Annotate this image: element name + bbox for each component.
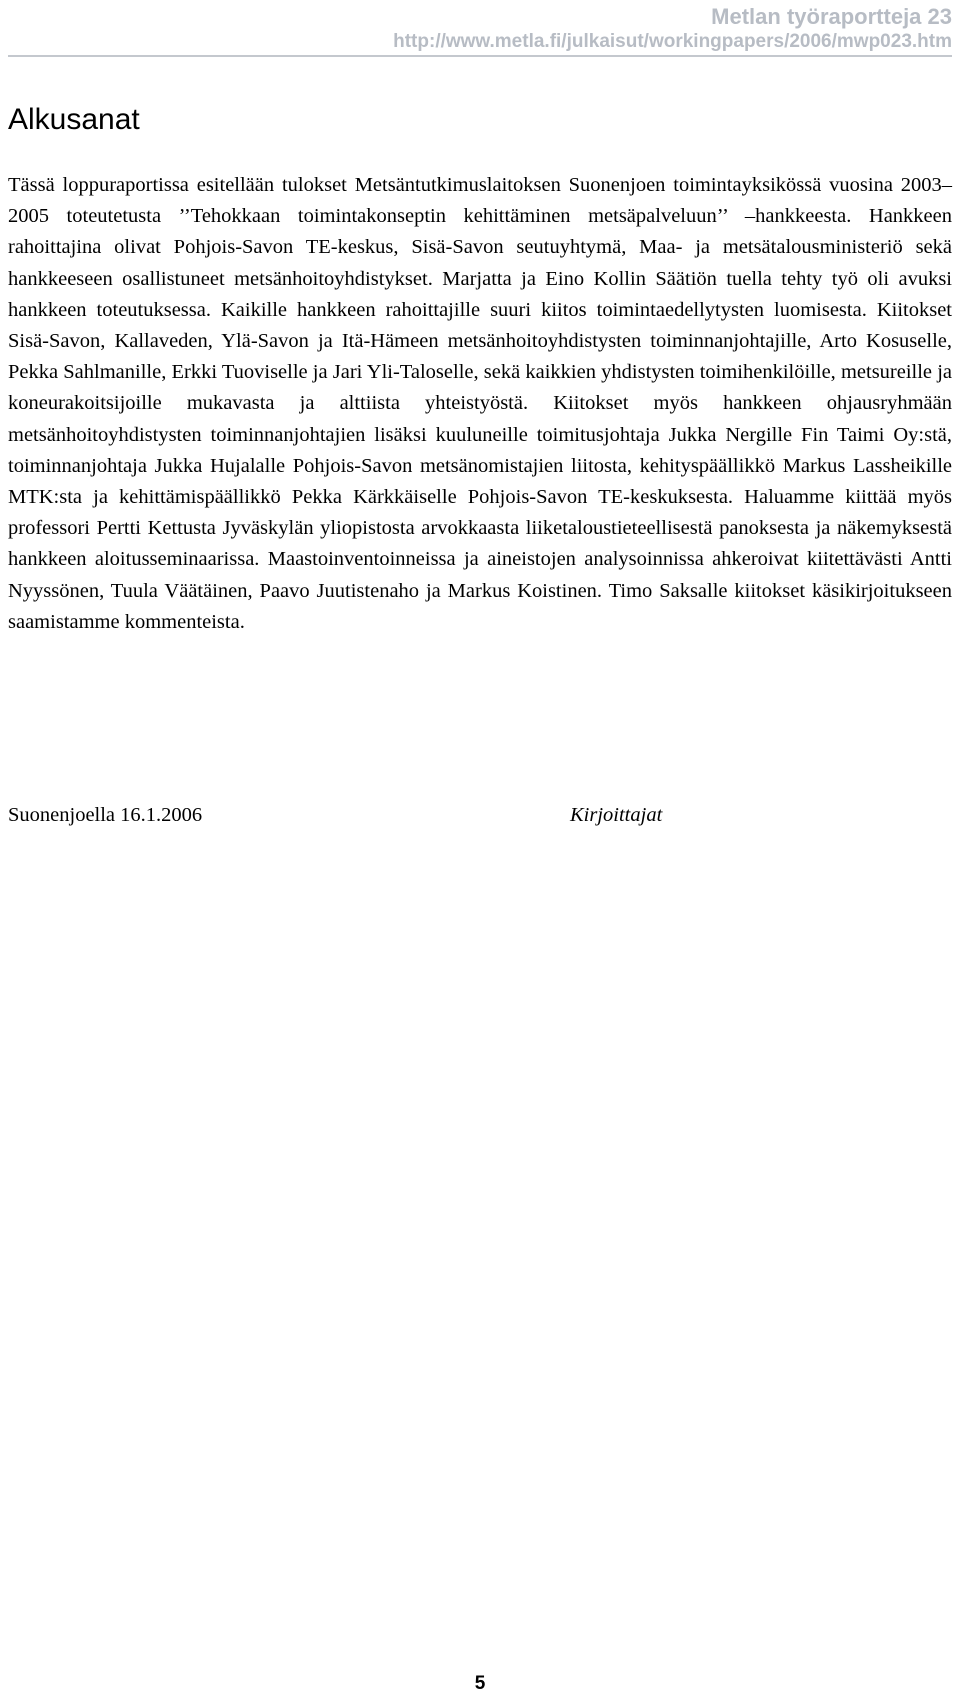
series-title: Metlan työraportteja 23 <box>711 4 952 29</box>
header-divider <box>8 55 952 57</box>
authors-signature: Kirjoittajat <box>570 804 663 826</box>
publication-url: http://www.metla.fi/julkaisut/workingpapers/2006/mwp023.htm <box>393 31 952 52</box>
page-number: 5 <box>474 1673 486 1694</box>
preface-paragraph: Tässä loppuraportissa esitellään tulokset Metsäntutkimuslaitoksen Suonenjoen toimintayksikössä vuosina 2003–2005 toteutetusta ’’Tehokkaan toimintakonseptin kehittäminen metsäpalveluun’’ –hankkeesta. Hankkeen rahoittajina olivat Pohjois-Savon TE-keskus, Sisä-Savon seutuyhtymä, Maa- ja metsätalousministeriö sekä hankkeeseen osallistuneet metsänhoitoyhdistykset. Marjatta ja Eino Kollin Säätiön tuella tehty työ oli avuksi hankkeen toteutuksessa. Kaikille hankkeen rahoittajille suuri kiitos toimintaedellytysten luomisesta. Kiitokset Sisä-Savon, Kallaveden, Ylä-Savon ja Itä-Hämeen metsänhoitoyhdistysten toiminnanjohtajille, Arto Kosuselle, Pekka Sahlmanille, Erkki Tuoviselle ja Jari Yli-Taloselle, sekä kaikkien yhdistysten toimihenkilöille, metsureille ja koneurakoitsijoille mukavasta ja alttiista yhteistyöstä. Kiitokset myös hankkeen ohjausryhmään metsänhoitoyhdistysten toiminnanjohtajien lisäksi kuuluneille toimitusjohtaja Jukka Nergille Fin Taimi Oy:stä, toiminnanjohtaja Jukka Hujalalle Pohjois-Savon metsänomistajien liitosta, kehityspäällikkö Markus Lassheikille MTK:sta ja kehittämispäällikkö Pekka Kärkkäiselle Pohjois-Savon TE-keskuksesta. Haluamme kiittää myös professori Pertti Kettusta Jyväskylän yliopistosta arvokkaasta liiketaloustieteellisestä panoksesta ja näkemyksestä hankkeen aloitusseminaarissa. Maastoinventoinneissa ja aineistojen analysoinnissa ahkeroivat kiitettävästi Antti Nyyssönen, Tuula Väätäinen, Paavo Juutistenaho ja Markus Koistinen. Timo Saksalle kiitokset käsikirjoitukseen saamistamme kommenteista. <box>8 174 952 633</box>
section-title: Alkusanat <box>8 103 140 136</box>
running-header <box>393 4 952 54</box>
place-and-date: Suonenjoella 16.1.2006 <box>8 804 203 826</box>
